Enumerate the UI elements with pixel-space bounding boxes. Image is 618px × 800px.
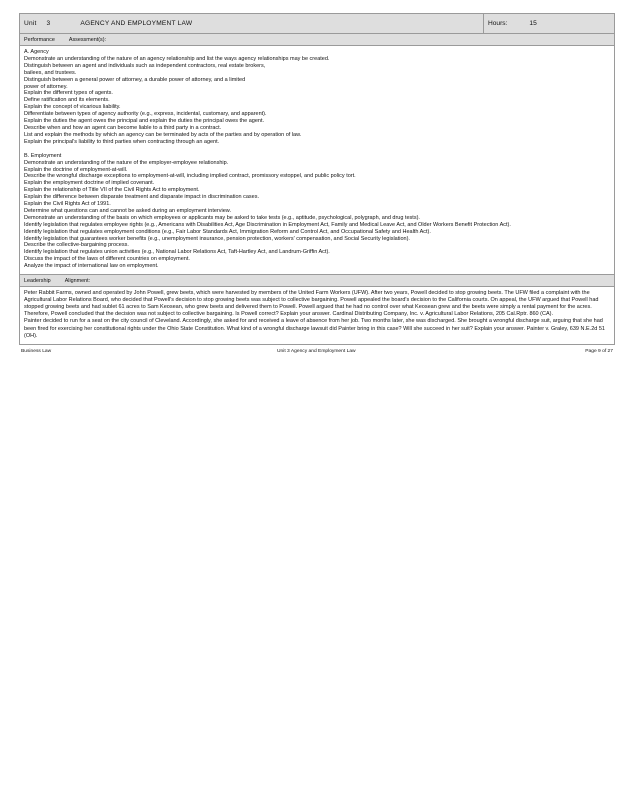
section-b-heading: B. Employment — [24, 152, 62, 159]
objective-line: Describe when and how an agent can become liable to a third party in a contract. — [24, 124, 222, 131]
objective-line: power of attorney. — [24, 83, 68, 90]
hours-label: Hours: — [488, 20, 508, 27]
objective-line: List and explain the methods by which an agency can be terminated by acts of the parties and by operation of law. — [24, 131, 302, 138]
performance-bar — [19, 34, 615, 46]
cases-section — [19, 287, 615, 345]
leadership-label: Leadership — [24, 277, 51, 284]
hours-value: 15 — [529, 20, 537, 27]
objective-line: Identify legislation that regulates employment conditions (e.g., Fair Labor Standards Act, Immigration Reform and Control Act, and Occupational Safety and Health Act). — [24, 228, 431, 235]
objective-line: Explain the duties the agent owes the principal and explain the duties the principal owes the agent. — [24, 118, 265, 125]
leadership-bar — [19, 275, 615, 287]
objective-line: Explain the difference between disparate treatment and disparate impact in discrimination cases. — [24, 194, 260, 201]
objective-line: Explain the principal's liability to third parties when contracting through an agent. — [24, 138, 220, 145]
case-paragraph: Painter decided to run for a seat on the city council of Cleveland. Accordingly, she asked for and received a leave of absence from her job. Two months later, she was discharged. She brought a wrongful discharge suit, arguing that she had been fired for exercising her constitutional rights under the Ohio State Constitution. What kind of a wrongful discharge lawsuit did Painter bring in this case? Will she succeed in her suit? Explain your answer. Painter v. Graley, 639 N.E.2d 51 (OH). — [24, 318, 605, 339]
performance-label: Performance — [24, 36, 55, 43]
objective-line: Distinguish between an agent and individuals such as independent contractors, real estate brokers, — [24, 62, 266, 69]
unit-label: Unit — [24, 20, 37, 27]
objective-line: Describe the collective-bargaining process. — [24, 242, 129, 249]
objective-line: Explain the concept of vicarious liability. — [24, 104, 121, 111]
objective-line: Explain the relationship of Title VII of the Civil Rights Act to employment. — [24, 187, 200, 194]
alignment-label: Alignment: — [64, 277, 91, 284]
objective-line: Describe the wrongful discharge exceptions to employment-at-will, including implied contract, promissory estoppel, and public policy tort. — [24, 173, 356, 180]
unit-header — [19, 13, 615, 34]
objective-line: Explain the doctrine of employment-at-will. — [24, 166, 128, 173]
unit-title-cell — [20, 20, 483, 27]
objective-line: Determine what questions can and cannot be asked during an employment interview. — [24, 207, 231, 214]
footer-unit: Unit 3 Agency and Employment Law — [277, 348, 356, 354]
case-paragraph: Peter Rabbit Farms, owned and operated by John Powell, grew beets, which were harvested by members of the United Farm Workers (UFW). After two years, Powell decided to stop growing beets. The UFW filed a complaint with the Agricultural Labor Relations Board, who decided that Powell's decision to stop growing beets was subject to collective bargaining. Powell appealed the board's decision to the California courts. On appeal, the UFW argued that Powell had stopped growing beets and had sublet 61 acres to Sam Keosean, who grew beets and delivered them to Powell. Powell argued that he had no control over what Keosean grew and the beets were simply a rental payment for the acres. Therefore, Powell concluded that the decision was not subject to collective bargaining. Is Powell correct? Explain your answer. Cardinal Distributing Company, Inc. v. Agricultural Labor Relations, 205 Cal.Rptr. 860 (CA). — [24, 290, 599, 318]
footer-page: Page 9 of 27 — [585, 348, 613, 354]
objective-line: Demonstrate an understanding of the basis on which employees or applicants may be asked to take tests (e.g., aptitude, psychological, polygraph, and drug tests). — [24, 214, 420, 221]
objective-line: Demonstrate an understanding of the nature of an agency relationship and list the ways agency relationships may be created. — [24, 55, 330, 62]
curriculum-page — [19, 13, 615, 354]
objective-line: Demonstrate an understanding of the nature of the employer-employee relationship. — [24, 159, 229, 166]
section-a-heading: A. Agency — [24, 49, 49, 55]
objective-line: Distinguish between a general power of attorney, a durable power of attorney, and a limited — [24, 76, 246, 83]
objectives-section — [19, 46, 615, 275]
objective-line: Differentiate between types of agency authority (e.g., express, incidental, customary, and apparent). — [24, 111, 267, 118]
page-footer — [19, 349, 615, 354]
objective-line: Define ratification and its elements. — [24, 97, 110, 104]
objective-line: Identify legislation that guarantees worker benefits (e.g., unemployment insurance, pension protection, workers' compensation, and Social Security legislation). — [24, 235, 410, 242]
objective-line: Explain the different types of agents. — [24, 90, 113, 97]
objective-line: Identify legislation that regulates employee rights (e.g., Americans with Disabilities Act, Age Discrimination in Employment Act, Family and Medical Leave Act, and Older Workers Benefit Protection Act). — [24, 221, 511, 228]
objective-line: Identify legislation that regulates union activities (e.g., National Labor Relations Act, Taft-Hartley Act, and Landrum-Griffin Act). — [24, 249, 330, 256]
section-a-list — [24, 56, 610, 146]
objective-line: Discuss the impact of the laws of different countries on employment. — [24, 256, 190, 263]
footer-course: Business Law — [21, 348, 52, 354]
objective-line: bailees, and trustees. — [24, 69, 77, 76]
unit-title: AGENCY AND EMPLOYMENT LAW — [80, 20, 193, 27]
section-b-list — [24, 160, 610, 271]
objective-line: Explain the Civil Rights Act of 1991. — [24, 201, 111, 208]
unit-number: 3 — [46, 20, 51, 27]
objective-line: Analyze the impact of international law on employment. — [24, 263, 159, 270]
objective-line: Explain the employment doctrine of implied covenant. — [24, 180, 155, 187]
hours-cell — [483, 14, 614, 33]
assessment-label: Assessment(s): — [68, 36, 107, 43]
